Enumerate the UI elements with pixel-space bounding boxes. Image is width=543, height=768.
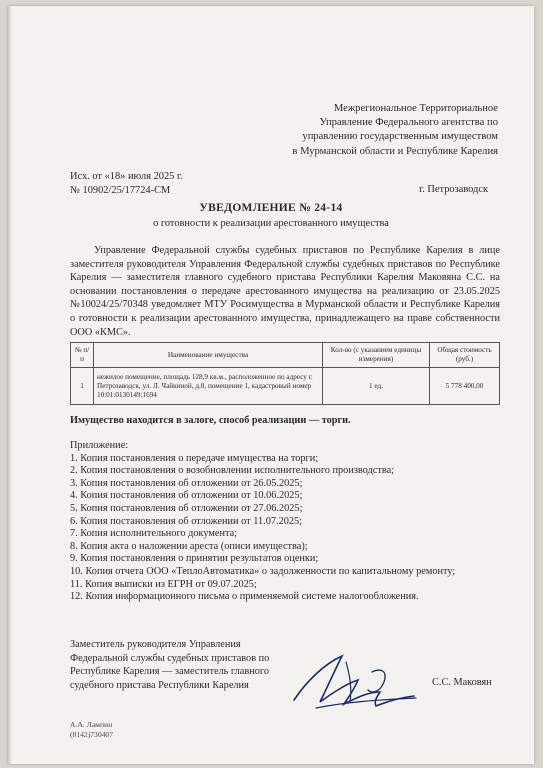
list-item: 8. Копия акта о наложении ареста (описи имущества); bbox=[70, 540, 308, 552]
table-row bbox=[71, 368, 500, 405]
list-item: 5. Копия постановления об отложении от 27.06.2025; bbox=[70, 502, 303, 514]
pledge-note: Имущество находится в залоге, способ реализации — торги. bbox=[70, 415, 351, 426]
list-item: 9. Копия постановления о принятии результатов оценки; bbox=[70, 553, 319, 565]
property-table bbox=[70, 342, 500, 405]
list-item: 10. Копия отчета ООО «ТеплоАвтоматика» о задолженности по капитальному ремонту; bbox=[70, 565, 456, 577]
cell-qty: 1 ед. bbox=[323, 368, 430, 405]
table-header-row bbox=[71, 343, 500, 368]
signer-position-line: Заместитель руководителя Управления bbox=[70, 639, 241, 650]
list-item: 6. Копия постановления об отложении от 11.07.2025; bbox=[70, 515, 303, 527]
outgoing-number: № 10902/25/17724-СМ bbox=[70, 185, 171, 197]
appendix-list bbox=[70, 453, 510, 604]
addressee-line: Управление Федерального агентства по bbox=[319, 117, 498, 129]
executor-block bbox=[70, 720, 113, 740]
signer-position bbox=[70, 638, 310, 692]
appendix-heading: Приложение: bbox=[70, 440, 129, 451]
document-title: УВЕДОМЛЕНИЕ № 24-14 bbox=[199, 202, 343, 214]
city: г. Петрозаводск bbox=[419, 184, 488, 195]
document-subtitle: о готовности к реализации арестованного имущества bbox=[153, 218, 389, 229]
executor-name: А.А. Лампин bbox=[70, 720, 113, 729]
header-qty: Кол-во (с указанием единицы измерения) bbox=[323, 343, 430, 368]
body-paragraph: Управление Федеральной службы судебных приставов по Республике Карелия в лице заместителя руководителя Управления Федеральной службы судебных приставов по Республике Карелия — заместителя главного судебного пристава Республики Карелия Маковяна С.С. на основании постановления о передаче арестованного имущества на реализацию от 23.05.2025 №10024/25/70348 уведомляет МТУ Росимущества в Мурманской области и Республике Карелия о готовности к реализации арестованного имущества, принадлежащего на праве собственности ООО «КМС». bbox=[70, 245, 500, 338]
cell-name: нежилое помещение, площадь 128,9 кв.м., расположенное по адресу г. Петрозаводск, ул. Л. Чайкиной, д.8, помещение 1, кадастровый номер 10:01:0130149:1694 bbox=[94, 368, 323, 405]
cell-cost: 5 778 400,00 bbox=[430, 368, 500, 405]
outgoing-date: Исх. от «18» июля 2025 г. bbox=[70, 171, 183, 182]
document-page bbox=[8, 6, 534, 764]
appendix-block bbox=[70, 440, 510, 604]
handwritten-signature bbox=[276, 642, 426, 722]
header-cost: Общая стоимость (руб.) bbox=[430, 343, 500, 368]
signer-position-line: Федеральной службы судебных приставов по bbox=[70, 652, 270, 664]
executor-phone: (8142)730407 bbox=[70, 730, 114, 739]
header-num: № п/п bbox=[71, 343, 94, 368]
list-item: 7. Копия исполнительного документа; bbox=[70, 528, 238, 540]
list-item: 3. Копия постановления об отложении от 26.05.2025; bbox=[70, 477, 303, 489]
list-item: 12. Копия информационного письма о применяемой системе налогообложения. bbox=[70, 591, 419, 603]
header-name: Наименование имущества bbox=[94, 343, 323, 368]
list-item: 1. Копия постановления о передаче имущества на торги; bbox=[70, 452, 319, 464]
list-item: 11. Копия выписки из ЕГРН от 09.07.2025; bbox=[70, 578, 257, 590]
page-edge-shadow bbox=[8, 6, 12, 764]
outgoing-reference bbox=[70, 170, 183, 198]
signer-position-line: судебного пристава Республики Карелия bbox=[70, 679, 249, 691]
addressee-line: управлению государственным имуществом bbox=[302, 131, 498, 143]
list-item: 4. Копия постановления об отложении от 10.06.2025; bbox=[70, 490, 303, 502]
signer-name: С.С. Маковян bbox=[432, 677, 492, 688]
cell-num: 1 bbox=[71, 368, 94, 405]
addressee-line: Межрегиональное Территориальное bbox=[333, 103, 498, 114]
addressee-line: в Мурманской области и Республике Карелия bbox=[292, 145, 498, 157]
addressee-block bbox=[280, 102, 498, 159]
signer-position-line: Республике Карелия — заместитель главного bbox=[70, 666, 269, 678]
list-item: 2. Копия постановления о возобновлении исполнительного производства; bbox=[70, 465, 395, 477]
